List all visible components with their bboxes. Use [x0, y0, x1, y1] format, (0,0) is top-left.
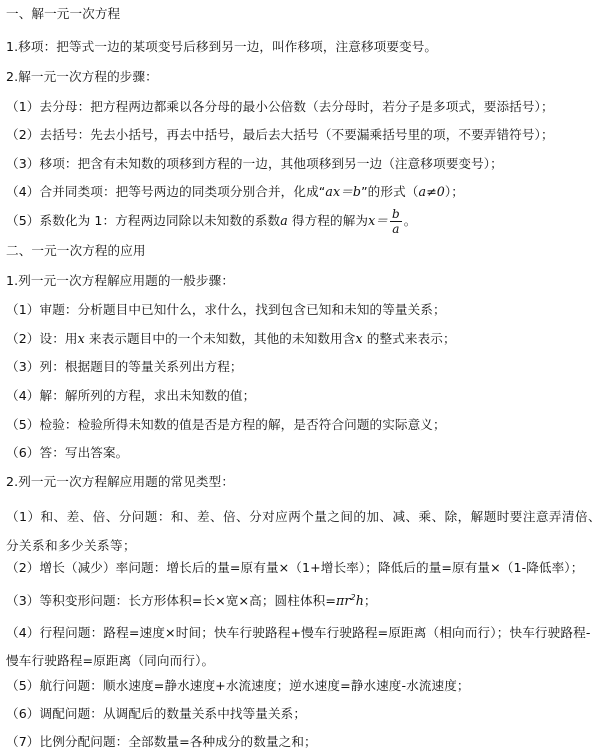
step4-equation: ax＝b: [325, 184, 362, 199]
app-step-define-variable: [6, 330, 601, 347]
transposition-definition: 1.移项：把等式一边的某项变号后移到另一边，叫作移项，注意移项要变号。: [6, 39, 438, 54]
section-2-title: 二、一元一次方程的应用: [6, 243, 146, 258]
step-combine-like-terms: [6, 183, 601, 200]
step5-text-b: 得方程的解为: [287, 213, 369, 228]
type3-text-b: ；: [363, 593, 377, 609]
type3-h: h: [355, 593, 364, 609]
type-allocation: （6）调配问题：从调配后的数量关系中找等量关系；: [6, 706, 307, 721]
step-remove-brackets: （2）去括号：先去小括号，再去中括号，最后去大括号（不要漏乘括号里的项，不要弄错符号）；: [6, 127, 554, 142]
step-transpose: （3）移项：把含有未知数的项移到方程的一边，其他项移到另一边（注意移项要变号）；: [6, 156, 503, 171]
fraction-denominator: a: [392, 222, 400, 236]
type-sum-difference-multiple: （1）和、差、倍、分问题：和、差、倍、分对应两个量之间的加、减、乘、除，解题时要注意弄清倍、分关系和多少关系等；: [6, 509, 601, 553]
step5-coefficient-var: a: [280, 213, 288, 228]
type-equal-volume: [6, 589, 601, 609]
step-remove-denominator: （1）去分母：把方程两边都乘以各分母的最小公倍数（去分母时，若分子是多项式，要添括号）；: [6, 99, 554, 114]
fraction-numerator: b: [391, 207, 400, 221]
step4-text-b: ”的形式（: [361, 184, 419, 199]
app-step-answer: （6）答：写出答案。: [6, 445, 129, 460]
app-step2-x2: x: [355, 331, 363, 346]
section-1-title: 一、解一元一次方程: [6, 6, 121, 21]
type3-exponent: 2: [350, 593, 356, 602]
step5-text-a: （5）系数化为 1：方程两边同除以未知数的系数: [6, 213, 281, 228]
step4-text-c: ）；: [444, 184, 464, 199]
solving-steps-heading: 2.解一元一次方程的步骤：: [6, 69, 158, 84]
step5-x: x＝: [368, 213, 388, 228]
app-step2-text-a: （2）设：用: [6, 331, 78, 346]
app-step-check: （5）检验：检验所得未知数的值是否是方程的解，是否符合问题的实际意义；: [6, 417, 446, 432]
app-step2-x1: x: [77, 331, 85, 346]
app-step2-text-b: 来表示题目中的一个未知数，其他的未知数用含: [84, 331, 356, 346]
type-proportional-distribution: （7）比例分配问题：全部数量=各种成分的数量之和；: [6, 734, 317, 749]
app-step-analyze: （1）审题：分析题目中已知什么，求什么，找到包含已知和未知的等量关系；: [6, 302, 446, 317]
app-step2-text-c: 的整式来表示；: [362, 331, 456, 346]
step4-condition: a≠0: [418, 184, 445, 199]
app-step-solve: （4）解：解所列的方程，求出未知数的值；: [6, 388, 256, 403]
step4-text-a: （4）合并同类项：把等号两边的同类项分别合并，化成“: [6, 184, 326, 199]
application-steps-heading: 1.列一元一次方程解应用题的一般步骤：: [6, 273, 235, 288]
type3-pi-r: πr: [335, 593, 351, 609]
app-step-write-equation: （3）列：根据题目的等量关系列出方程；: [6, 359, 243, 374]
type-navigation: （5）航行问题：顺水速度=静水速度+水流速度；逆水速度=静水速度-水流速度；: [6, 678, 470, 693]
step5-fraction: [390, 207, 402, 236]
type3-text-a: （3）等积变形问题：长方形体积=长×宽×高；圆柱体积=: [6, 593, 336, 609]
step-normalize-coefficient: [6, 206, 601, 236]
step5-text-c: 。: [403, 213, 417, 228]
type-distance: （4）行程问题：路程=速度×时间；快车行驶路程+慢车行驶路程=原距离（相向而行）；快车行驶路程-慢车行驶路程=原距离（同向而行）。: [6, 625, 591, 668]
type-growth-rate: （2）增长（减少）率问题：增长后的量=原有量×（1+增长率）；降低后的量=原有量×（1-降低率）；: [6, 560, 584, 575]
common-types-heading: 2.列一元一次方程解应用题的常见类型：: [6, 474, 235, 489]
